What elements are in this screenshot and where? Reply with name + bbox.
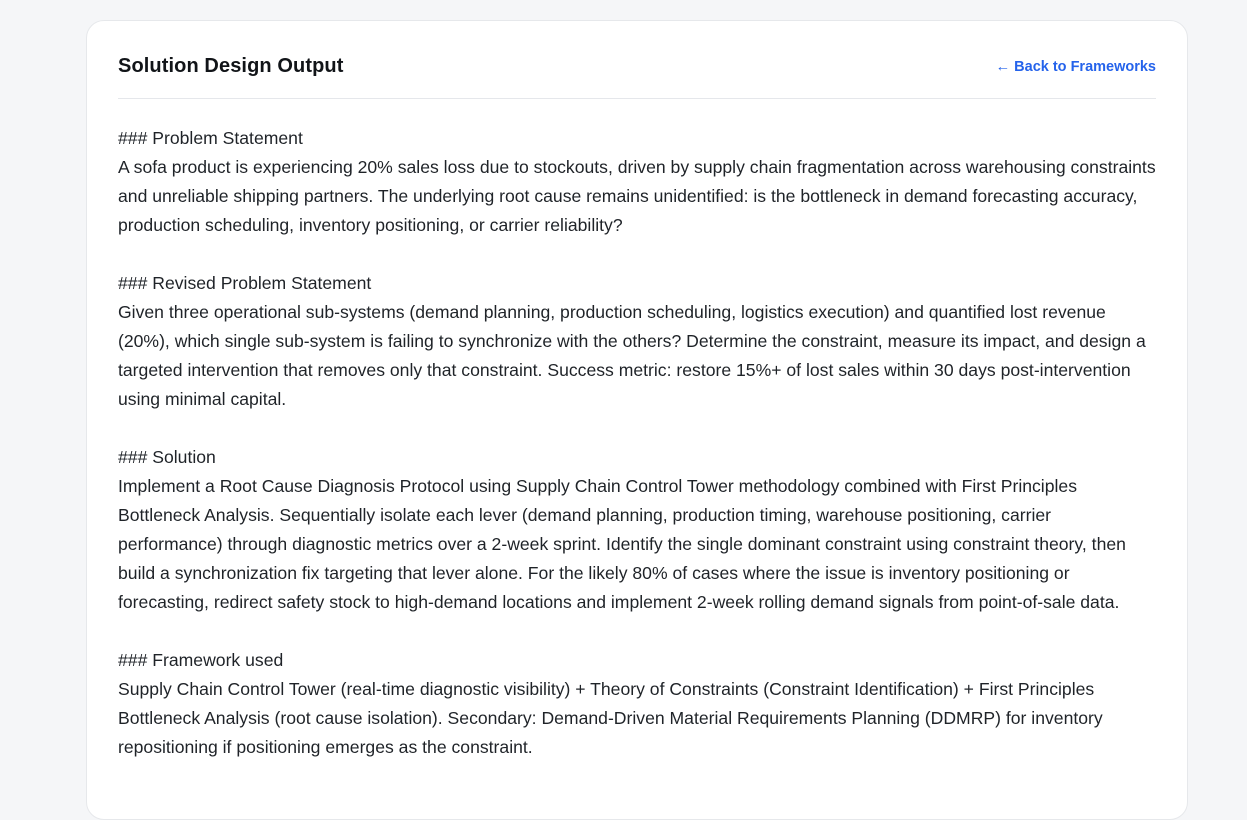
section-body: Implement a Root Cause Diagnosis Protocol using Supply Chain Control Tower methodology combined with First Principles Bottleneck Analysis. Sequentially isolate each lever (demand planning, production timing, warehouse positioning, carrier performance) through diagnostic metrics over a 2-week sprint. Identify the single dominant constraint using constraint theory, then build a synchronization fix targeting that lever alone. For the likely 80% of cases where the issue is inventory positioning or forecasting, redirect safety stock to high-demand locations and implement 2-week rolling demand signals from point-of-sale data. xyxy=(118,476,1126,612)
section-framework-used xyxy=(118,646,1156,762)
section-body: Given three operational sub-systems (demand planning, production scheduling, logistics execution) and quantified lost revenue (20%), which single sub-system is failing to synchronize with the others? Determine the constraint, measure its impact, and design a targeted intervention that removes only that constraint. Success metric: restore 15%+ of lost sales within 30 days post-intervention using minimal capital. xyxy=(118,302,1146,409)
section-heading: ### Framework used xyxy=(118,650,284,670)
section-body: A sofa product is experiencing 20% sales loss due to stockouts, driven by supply chain fragmentation across warehousing constraints and unreliable shipping partners. The underlying root cause remains unidentified: is the bottleneck in demand forecasting accuracy, production scheduling, inventory positioning, or carrier reliability? xyxy=(118,157,1156,235)
section-body: Supply Chain Control Tower (real-time diagnostic visibility) + Theory of Constraints (Constraint Identification) + First Principles Bottleneck Analysis (root cause isolation). Secondary: Demand-Driven Material Requirements Planning (DDMRP) for inventory repositioning if positioning emerges as the constraint. xyxy=(118,679,1103,757)
section-heading: ### Solution xyxy=(118,447,216,467)
arrow-left-icon: ← xyxy=(995,59,1011,75)
section-revised-problem-statement xyxy=(118,269,1156,414)
back-to-frameworks-link[interactable] xyxy=(996,59,1156,75)
section-problem-statement xyxy=(118,124,1156,240)
solution-output-content xyxy=(118,124,1156,791)
card-header xyxy=(118,21,1156,99)
page-title: Solution Design Output xyxy=(118,55,344,77)
solution-design-card xyxy=(86,20,1188,820)
section-heading: ### Problem Statement xyxy=(118,128,303,148)
section-solution xyxy=(118,443,1156,617)
back-link-label: Back to Frameworks xyxy=(1014,59,1156,75)
section-heading: ### Revised Problem Statement xyxy=(118,273,372,293)
